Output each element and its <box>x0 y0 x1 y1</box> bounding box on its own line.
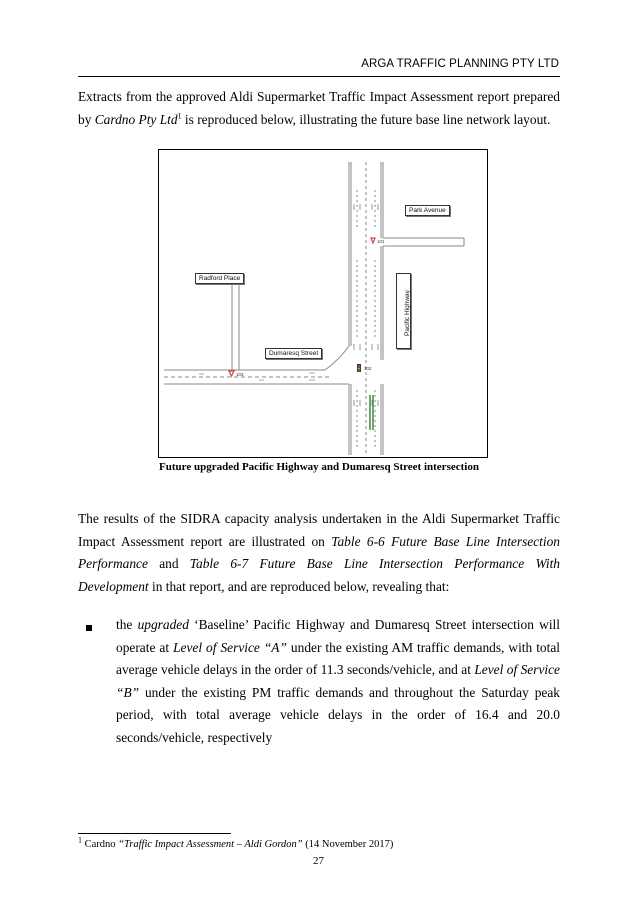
figure-caption: Future upgraded Pacific Highway and Dumaresq Street intersection <box>159 461 479 473</box>
bullet-text-am: under the existing AM traffic demands, with total average vehicle delays in the order of 11.3 seconds/vehicle, and at <box>116 639 560 677</box>
los-a-term: Level of Service “A” <box>173 639 287 655</box>
footnote-ref[interactable]: 1 <box>177 111 182 121</box>
footnote-rule <box>78 833 231 834</box>
node-103-label: 103 <box>236 372 244 377</box>
footnote-author: Cardno <box>82 839 119 850</box>
dumaresq-street-label: Dumaresq Street <box>265 348 322 359</box>
intro-text-end: is reproduced below, illustrating the future base line network layout. <box>181 111 551 127</box>
bullet-paragraph <box>116 614 560 749</box>
bullet-text-end: under the existing PM traffic demands and throughout the Saturday peak period, with total average vehicle delays in the order of 16.4 and 20.0 seconds/vehicle, respectively <box>116 684 560 745</box>
intro-paragraph <box>78 86 560 131</box>
footnote <box>78 835 394 850</box>
table-6-6-ref: Table 6-6 Future Base Line Intersection Performance <box>78 533 561 571</box>
node-101-label: 101 <box>377 239 385 244</box>
network-layout-figure <box>158 149 488 458</box>
footnote-date: (14 November 2017) <box>302 839 394 850</box>
table-6-7-ref: Table 6-7 Future Base Line Intersection Performance With Development <box>78 556 560 594</box>
bullet-text-mid: ‘Baseline’ Pacific Highway and Dumaresq Street intersection will operate at <box>116 617 560 655</box>
footnote-title: “Traffic Impact Assessment – Aldi Gordon” <box>118 839 303 850</box>
upgraded-term: upgraded <box>137 617 189 632</box>
park-avenue-label: Park Avenue <box>405 205 450 216</box>
road-network-diagram <box>159 150 487 457</box>
document-header: ARGA TRAFFIC PLANNING PTY LTD <box>361 58 559 70</box>
footnote-mark: 1 <box>78 835 82 845</box>
results-paragraph <box>78 508 560 598</box>
bullet-marker <box>86 625 92 631</box>
cardno-name: Cardno Pty Ltd <box>94 111 178 127</box>
node-101-marker <box>371 238 375 243</box>
bullet-text-start: the <box>116 617 138 632</box>
intro-text: Extracts from the approved Aldi Supermarket Traffic Impact Assessment report prepared by <box>78 89 560 127</box>
results-text-and: and <box>147 556 190 571</box>
node-102-label: 102 <box>364 366 372 371</box>
pacific-highway-label: Pacific Highway <box>404 290 411 336</box>
los-b-term: Level of Service “B” <box>116 662 560 700</box>
results-text: The results of the SIDRA capacity analysis undertaken in the Aldi Supermarket Traffic Impact Assessment report are illustrated on <box>78 511 560 549</box>
radford-place-label: Radford Place <box>195 273 244 284</box>
results-text-end: in that report, and are reproduced below, revealing that: <box>148 578 450 594</box>
pacific-highway-label-box <box>396 273 411 349</box>
header-rule <box>78 76 560 77</box>
page-number: 27 <box>313 855 324 867</box>
node-103-marker <box>229 371 234 376</box>
